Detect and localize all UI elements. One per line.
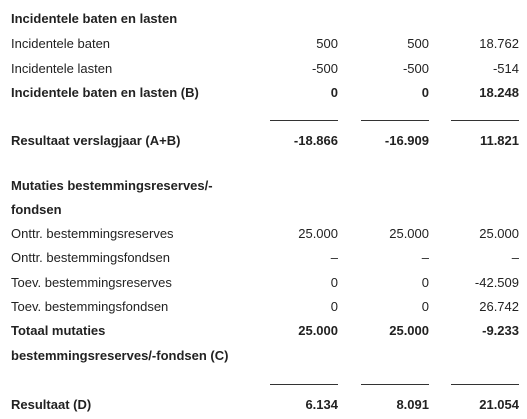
row-label: Onttr. bestemmingsfondsen — [11, 250, 170, 265]
value-col-3: – — [511, 250, 519, 265]
value-col-1: 25.000 — [298, 323, 338, 338]
value-col-3: 25.000 — [479, 226, 519, 241]
value-col-2: 25.000 — [389, 226, 429, 241]
value-col-2: – — [421, 250, 429, 265]
row-label-continued: bestemmingsreserves/-fondsen (C) — [11, 348, 229, 363]
mutations-heading-continued: fondsen — [11, 202, 62, 217]
value-col-1: 25.000 — [298, 226, 338, 241]
value-col-1: 0 — [330, 85, 338, 100]
mutations-total-row-continued — [0, 346, 527, 366]
value-col-2: 25.000 — [389, 323, 429, 338]
value-col-2: 8.091 — [396, 397, 429, 412]
value-col-2: -16.909 — [384, 133, 429, 148]
mutations-heading-row-1 — [0, 176, 527, 196]
value-col-2: 0 — [421, 299, 429, 314]
value-col-1: – — [330, 250, 338, 265]
row-label: Resultaat (D) — [11, 397, 92, 412]
value-col-1: -500 — [311, 61, 338, 76]
table-row — [0, 248, 527, 268]
value-col-3: 21.054 — [479, 397, 519, 412]
result-final-row — [0, 395, 527, 415]
table-row — [0, 273, 527, 293]
subtotal-rule-col-2 — [361, 120, 429, 121]
value-col-1: 500 — [316, 36, 338, 51]
value-col-1: 6.134 — [305, 397, 338, 412]
subtotal-rule-col-1 — [270, 120, 338, 121]
row-label: Totaal mutaties — [11, 323, 106, 338]
incidental-total-row — [0, 83, 527, 103]
value-col-2: 0 — [421, 85, 429, 100]
value-col-1: 0 — [330, 299, 338, 314]
result-year-row — [0, 131, 527, 151]
total-rule-col-3 — [451, 384, 519, 385]
value-col-3: 18.248 — [479, 85, 519, 100]
value-col-3: -42.509 — [474, 275, 519, 290]
table-row — [0, 34, 527, 54]
row-label: Toev. bestemmingsfondsen — [11, 299, 169, 314]
value-col-3: 11.821 — [479, 133, 519, 148]
value-col-1: 0 — [330, 275, 338, 290]
mutations-heading-row-2 — [0, 200, 527, 220]
row-label: Incidentele baten en lasten (B) — [11, 85, 199, 100]
mutations-total-row — [0, 321, 527, 341]
total-rule-col-1 — [270, 384, 338, 385]
mutations-heading: Mutaties bestemmingsreserves/- — [11, 178, 213, 193]
value-col-2: -500 — [402, 61, 429, 76]
row-label: Onttr. bestemmingsreserves — [11, 226, 174, 241]
value-col-3: 26.742 — [479, 299, 519, 314]
value-col-3: -9.233 — [482, 323, 519, 338]
row-label: Incidentele baten — [11, 36, 111, 51]
value-col-3: -514 — [492, 61, 519, 76]
table-row — [0, 297, 527, 317]
value-col-2: 0 — [421, 275, 429, 290]
value-col-3: 18.762 — [479, 36, 519, 51]
subtotal-rule-col-3 — [451, 120, 519, 121]
row-label: Toev. bestemmingsreserves — [11, 275, 172, 290]
incidental-heading-row — [0, 9, 527, 29]
table-row — [0, 224, 527, 244]
value-col-1: -18.866 — [293, 133, 338, 148]
value-col-2: 500 — [407, 36, 429, 51]
incidental-heading: Incidentele baten en lasten — [11, 11, 178, 26]
row-label: Incidentele lasten — [11, 61, 113, 76]
table-row — [0, 59, 527, 79]
total-rule-col-2 — [361, 384, 429, 385]
row-label: Resultaat verslagjaar (A+B) — [11, 133, 181, 148]
